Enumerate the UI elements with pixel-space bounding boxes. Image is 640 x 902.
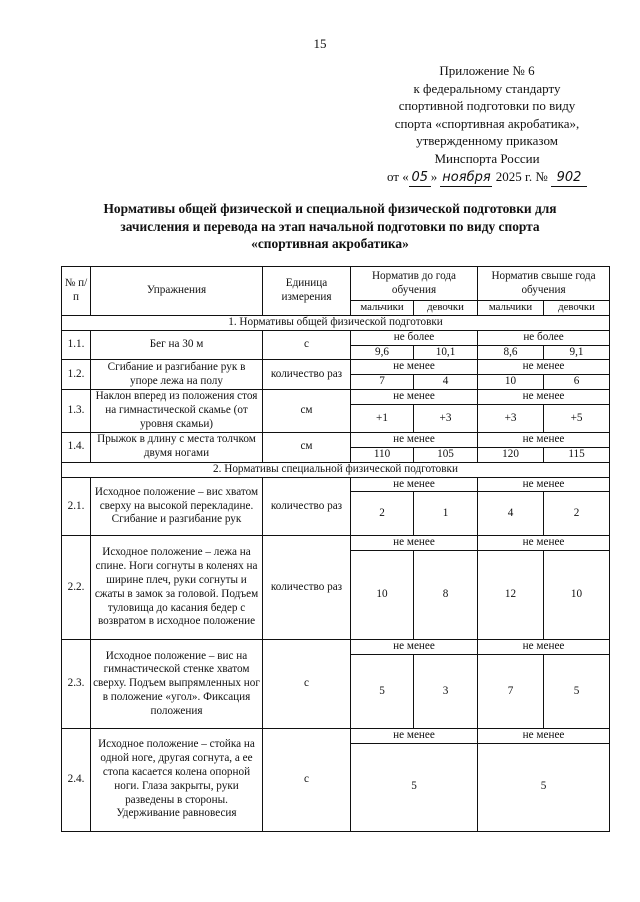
appendix-line: Минспорта России [434,150,540,166]
header-num: № п/п [62,267,91,316]
row-value: 8 [414,551,478,640]
row-value: 115 [544,447,610,462]
row-value: 120 [478,447,544,462]
row-exercise: Сгибание и разгибание рук в упоре лежа на полу [91,360,263,390]
header-exercise: Упражнения [91,267,263,316]
title-line: «спортивная акробатика» [251,236,409,251]
row-condition: не менее [351,640,478,655]
row-condition: не менее [351,360,478,375]
row-value: 105 [414,447,478,462]
norms-table [61,266,610,832]
appendix-line: спорта «спортивная акробатика», [394,115,580,131]
row-num: 1.2. [62,360,91,390]
row-condition: не менее [351,432,478,447]
row-exercise: Исходное положение – стойка на одной ноге, другая согнута, а ее стопа касается колена опорной ноги. Глаза закрыты, руки разведены в стороны. Удерживание равновесия [91,728,263,831]
row-unit: количество раз [263,477,351,536]
row-condition: не более [351,330,478,345]
row-condition: не менее [478,390,610,405]
row-value: 5 [544,654,610,728]
row-num: 2.4. [62,728,91,831]
row-value: 5 [351,743,478,831]
document-title [60,200,600,253]
row-condition: не менее [351,477,478,492]
row-value: 7 [478,654,544,728]
row-condition: не менее [478,477,610,492]
row-unit: количество раз [263,536,351,640]
header-norm-before: Норматив до года обучения [351,267,478,301]
appendix-line: утвержденному приказом [416,133,558,149]
header-girls: девочки [544,301,610,316]
row-num: 1.4. [62,432,91,462]
order-month: ноября [442,169,491,185]
row-unit: см [263,390,351,433]
row-value: 8,6 [478,345,544,360]
row-exercise: Исходное положение – лежа на спине. Ноги согнуты в коленях на ширине плеч, руки согнуты и сжаты в замок за головой. Подъем туловища до касания бедер с возвратом в исходное положение [91,536,263,640]
order-year: 2025 г. № [495,168,548,184]
row-value: 5 [351,654,414,728]
row-value: +5 [544,404,610,432]
order-prefix: от « [386,168,409,184]
order-mid: » [430,168,438,184]
row-condition: не более [478,330,610,345]
row-condition: не менее [478,536,610,551]
row-value: 10 [544,551,610,640]
row-value: 110 [351,447,414,462]
row-num: 2.2. [62,536,91,640]
row-value: 4 [414,375,478,390]
row-condition: не менее [478,728,610,743]
row-value: 4 [478,492,544,536]
section-title: 1. Нормативы общей физической подготовки [62,315,610,330]
row-value: 5 [478,743,610,831]
appendix-line: Приложение № 6 [439,63,535,78]
header-unit: Единица измерения [263,267,351,316]
row-condition: не менее [478,360,610,375]
row-condition: не менее [478,432,610,447]
row-exercise: Бег на 30 м [91,330,263,360]
row-value: +3 [414,404,478,432]
row-unit: с [263,728,351,831]
row-value: 10 [351,551,414,640]
row-num: 1.3. [62,390,91,433]
row-value: 3 [414,654,478,728]
order-number: 902 [556,169,582,185]
title-line: зачисления и перевода на этап начальной подготовки по виду спорта [120,218,540,234]
row-value: 2 [351,492,414,536]
header-norm-after: Норматив свыше года обучения [478,267,610,301]
row-value: +1 [351,404,414,432]
row-value: 7 [351,375,414,390]
row-value: 10 [478,375,544,390]
order-line [372,168,602,188]
row-value: 1 [414,492,478,536]
page-number: 15 [313,36,327,51]
row-condition: не менее [478,640,610,655]
row-unit: с [263,330,351,360]
header-boys: мальчики [478,301,544,316]
appendix-line: спортивной подготовки по виду [398,98,576,114]
order-day: 05 [411,169,428,185]
row-exercise: Наклон вперед из положения стоя на гимнастической скамье (от уровня скамьи) [91,390,263,433]
row-value: 9,1 [544,345,610,360]
row-exercise: Исходное положение – вис на гимнастической стенке хватом сверху. Подъем выпрямленных ног в положение «угол». Фиксация положения [91,640,263,729]
row-unit: с [263,640,351,729]
row-condition: не менее [351,536,478,551]
row-condition: не менее [351,728,478,743]
title-line: Нормативы общей физической и специальной физической подготовки для [103,201,557,216]
appendix-block [372,62,602,187]
header-girls: девочки [414,301,478,316]
row-value: 10,1 [414,345,478,360]
row-value: 12 [478,551,544,640]
row-num: 2.1. [62,477,91,536]
row-value: 2 [544,492,610,536]
row-num: 1.1. [62,330,91,360]
row-unit: см [263,432,351,462]
row-unit: количество раз [263,360,351,390]
row-value: 6 [544,375,610,390]
appendix-line: к федеральному стандарту [413,80,561,96]
row-condition: не менее [351,390,478,405]
header-boys: мальчики [351,301,414,316]
row-num: 2.3. [62,640,91,729]
row-exercise: Исходное положение – вис хватом сверху на высокой перекладине. Сгибание и разгибание рук [91,477,263,536]
row-exercise: Прыжок в длину с места толчком двумя ногами [91,432,263,462]
section-title: 2. Нормативы специальной физической подготовки [62,462,610,477]
row-value: 9,6 [351,345,414,360]
row-value: +3 [478,404,544,432]
